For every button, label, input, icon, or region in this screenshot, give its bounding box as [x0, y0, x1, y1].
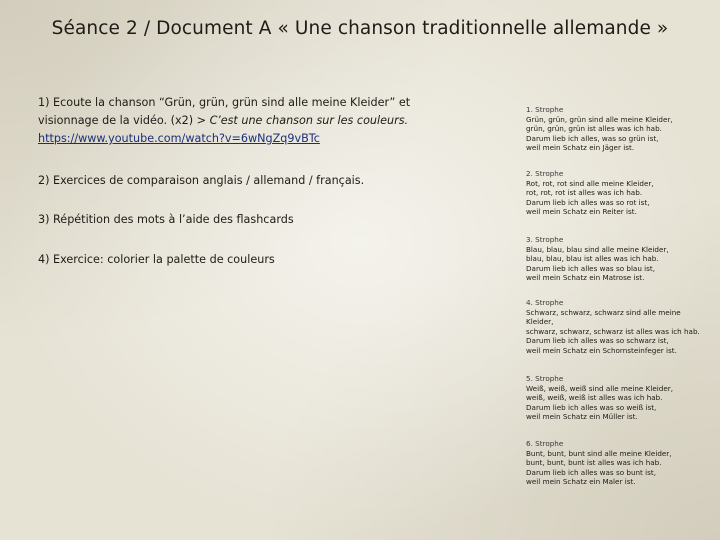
- lyric-line: Darum lieb ich alles was so bunt ist,: [526, 467, 656, 477]
- lyric-line: Darum lieb ich alles was so weiß ist,: [526, 402, 657, 412]
- lyric-line: Kleider,: [526, 317, 554, 327]
- strophe-heading: 1. Strophe: [526, 105, 564, 114]
- strophe-3: [526, 235, 706, 283]
- strophe-1: [526, 105, 706, 153]
- lyric-line: grün, grün, grün ist alles was ich hab.: [526, 124, 662, 134]
- lyric-line: schwarz, schwarz, schwarz ist alles was ich hab.: [526, 326, 700, 336]
- task-1-line-2: [38, 112, 438, 130]
- lyric-line: weil mein Schatz ein Jäger ist.: [526, 143, 635, 153]
- task-1-note: C’est une chanson sur les couleurs.: [209, 114, 409, 127]
- strophe-heading: 4. Strophe: [526, 298, 564, 307]
- strophe-heading: 2. Strophe: [526, 169, 564, 178]
- task-1-line-1: 1) Ecoute la chanson “Grün, grün, grün sind alle meine Kleider” et: [38, 96, 411, 109]
- task-item-1: [38, 94, 438, 148]
- strophe-heading: 6. Strophe: [526, 439, 564, 448]
- lyric-line: Blau, blau, blau sind alle meine Kleider,: [526, 244, 669, 254]
- task-item-2: 2) Exercices de comparaison anglais / allemand / français.: [38, 174, 365, 187]
- lyric-line: Grün, grün, grün sind alle meine Kleider,: [526, 114, 673, 124]
- lyric-line: bunt, bunt, bunt ist alles was ich hab.: [526, 458, 662, 468]
- lyric-line: Darum lieb ich alles was so rot ist,: [526, 197, 650, 207]
- lyric-line: Weiß, weiß, weiß sind alle meine Kleider,: [526, 383, 673, 393]
- lyric-line: weil mein Schatz ein Müller ist.: [526, 412, 638, 422]
- lyric-line: Darum lieb ich alles, was so grün ist,: [526, 133, 659, 143]
- lyric-line: Darum lieb ich alles was so blau ist,: [526, 263, 656, 273]
- lyric-line: Schwarz, schwarz, schwarz sind alle meine: [526, 307, 681, 317]
- lyric-line: weil mein Schatz ein Maler ist.: [526, 477, 636, 487]
- lyric-line: Bunt, bunt, bunt sind alle meine Kleider,: [526, 448, 672, 458]
- lyric-line: weil mein Schatz ein Reiter ist.: [526, 207, 637, 217]
- strophe-heading: 5. Strophe: [526, 374, 564, 383]
- lyric-line: weil mein Schatz ein Schornsteinfeger ist.: [526, 345, 677, 355]
- strophe-heading: 3. Strophe: [526, 235, 564, 244]
- task-item-3: 3) Répétition des mots à l’aide des flashcards: [38, 213, 294, 226]
- task-item-4: 4) Exercice: colorier la palette de couleurs: [38, 253, 275, 266]
- lyric-line: rot, rot, rot ist alles was ich hab.: [526, 188, 643, 198]
- slide-title: Séance 2 / Document A « Une chanson traditionnelle allemande »: [51, 18, 669, 39]
- task-1-instruction: visionnage de la vidéo. (x2) >: [38, 114, 210, 127]
- lyric-line: Rot, rot, rot sind alle meine Kleider,: [526, 178, 654, 188]
- strophe-6: [526, 439, 706, 487]
- lyric-line: Darum lieb ich alles was so schwarz ist,: [526, 336, 669, 346]
- strophe-4: [526, 298, 706, 356]
- lyric-line: blau, blau, blau ist alles was ich hab.: [526, 254, 659, 264]
- lyric-line: weil mein Schatz ein Matrose ist.: [526, 273, 645, 283]
- strophe-2: [526, 169, 706, 217]
- video-link[interactable]: https://www.youtube.com/watch?v=6wNgZq9vBTc: [38, 132, 320, 145]
- strophe-5: [526, 374, 706, 422]
- lyric-line: weiß, weiß, weiß ist alles was ich hab.: [526, 393, 663, 403]
